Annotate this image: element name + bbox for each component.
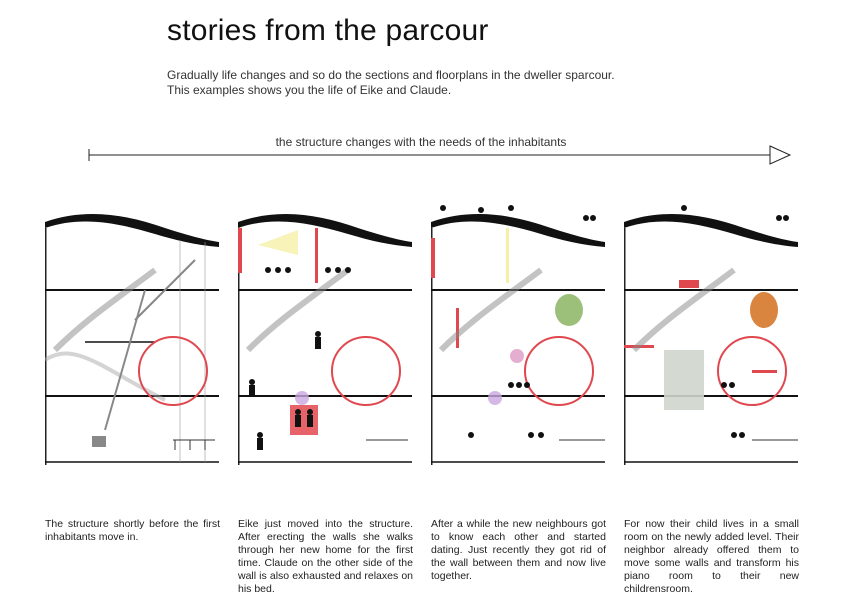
caption-panel-1: The structure shortly before the first inhabitants move in. xyxy=(45,518,220,543)
subtitle-line-1: Gradually life changes and so do the sections and floorplans in the dweller sparcour. xyxy=(167,68,615,82)
section-drawing-3 xyxy=(431,200,609,465)
caption-panel-4: For now their child lives in a small room on the newly added level. Their neighbor already offered them to move some walls and transform his piano room to their new childrensroom. xyxy=(624,518,799,595)
subtitle-line-2: This examples shows you the life of Eike and Claude. xyxy=(167,83,452,97)
page-title: stories from the parcour xyxy=(167,14,489,47)
section-drawing-2 xyxy=(238,200,416,465)
section-drawing-4 xyxy=(624,200,802,465)
section-panel-3 xyxy=(431,200,609,465)
section-panel-1 xyxy=(45,200,223,465)
section-drawing-1 xyxy=(45,200,223,465)
section-panel-2 xyxy=(238,200,416,465)
highlight-circle xyxy=(139,337,207,405)
section-panel-4 xyxy=(624,200,802,465)
caption-panel-3: After a while the new neighbours got to know each other and started dating. Just recently they got rid of the wall between them and now live together. xyxy=(431,518,606,582)
timeline-arrow xyxy=(0,0,842,170)
caption-panel-2: Eike just moved into the structure. After erecting the walls she walks through her new home for the first time. Claude on the other side of the wall is also exhausted and relaxes on his bed. xyxy=(238,518,413,595)
timeline-label: the structure changes with the needs of the inhabitants xyxy=(275,135,567,149)
